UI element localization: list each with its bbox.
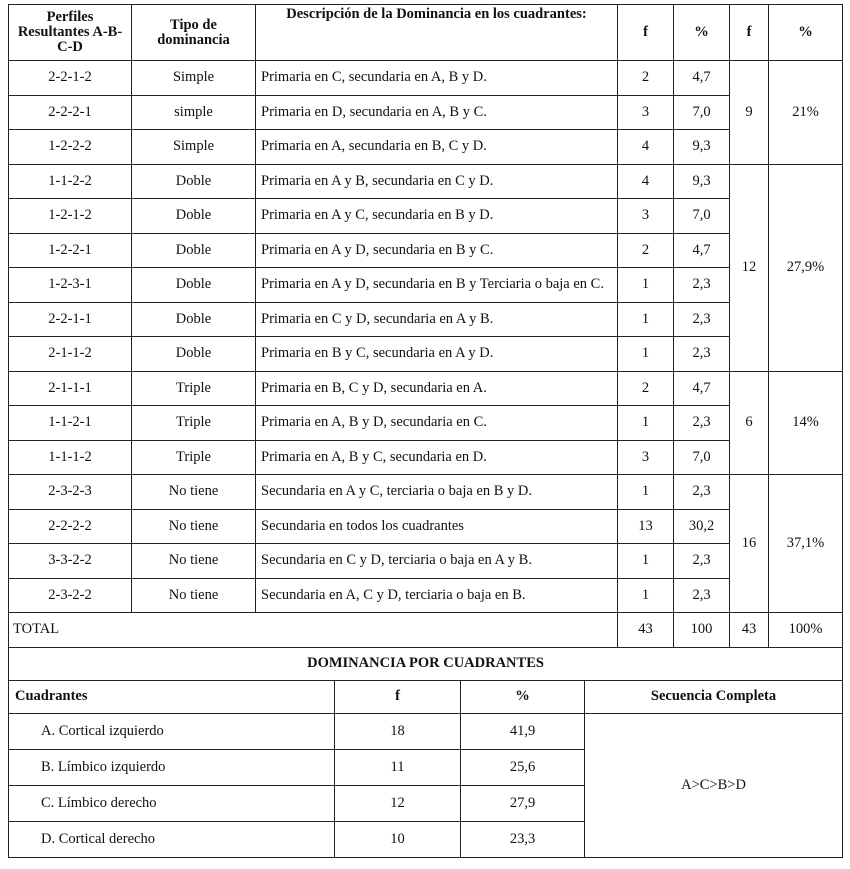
secuencia-value: A>C>B>D bbox=[585, 713, 843, 857]
tipo-cell: No tiene bbox=[132, 509, 256, 544]
desc-cell: Primaria en A y C, secundaria en B y D. bbox=[256, 199, 618, 234]
pct-cell: 2,3 bbox=[674, 406, 730, 441]
f-cell: 4 bbox=[618, 164, 674, 199]
total-f: 43 bbox=[618, 613, 674, 648]
perfil-cell: 1-2-1-2 bbox=[9, 199, 132, 234]
perfil-cell: 1-1-1-2 bbox=[9, 440, 132, 475]
tipo-cell: Doble bbox=[132, 268, 256, 303]
header-perfiles: Perfiles Resultantes A-B-C-D bbox=[9, 5, 132, 61]
desc-cell: Primaria en A y B, secundaria en C y D. bbox=[256, 164, 618, 199]
table-row bbox=[9, 233, 843, 268]
pct-cell: 2,3 bbox=[674, 337, 730, 372]
group-pct-cell: 27,9% bbox=[769, 164, 843, 371]
table-row bbox=[9, 164, 843, 199]
desc-cell: Primaria en C y D, secundaria en A y B. bbox=[256, 302, 618, 337]
total-pct-group: 100% bbox=[769, 613, 843, 648]
quadrant-pct: 23,3 bbox=[461, 821, 585, 857]
perfil-cell: 2-3-2-3 bbox=[9, 475, 132, 510]
pct-cell: 7,0 bbox=[674, 440, 730, 475]
perfil-cell: 1-1-2-2 bbox=[9, 164, 132, 199]
header-pct: % bbox=[674, 5, 730, 61]
table-row bbox=[9, 61, 843, 96]
table-row bbox=[9, 544, 843, 579]
desc-cell: Secundaria en A y C, terciaria o baja en B y D. bbox=[256, 475, 618, 510]
group-pct-cell: 14% bbox=[769, 371, 843, 475]
pct-cell: 2,3 bbox=[674, 268, 730, 303]
tipo-cell: No tiene bbox=[132, 475, 256, 510]
header-pct-group: % bbox=[769, 5, 843, 61]
group-f-cell: 9 bbox=[730, 61, 769, 165]
total-f-group: 43 bbox=[730, 613, 769, 648]
perfil-cell: 2-2-2-2 bbox=[9, 509, 132, 544]
desc-cell: Secundaria en A, C y D, terciaria o baja en B. bbox=[256, 578, 618, 613]
desc-cell: Primaria en B, C y D, secundaria en A. bbox=[256, 371, 618, 406]
header-pct: % bbox=[461, 680, 585, 713]
tipo-cell: simple bbox=[132, 95, 256, 130]
quadrant-table-title: DOMINANCIA POR CUADRANTES bbox=[9, 647, 843, 680]
table-row bbox=[9, 95, 843, 130]
group-pct-cell: 37,1% bbox=[769, 475, 843, 613]
tipo-cell: Doble bbox=[132, 302, 256, 337]
tipo-cell: Doble bbox=[132, 337, 256, 372]
f-cell: 2 bbox=[618, 371, 674, 406]
pct-cell: 4,7 bbox=[674, 61, 730, 96]
perfil-cell: 2-2-2-1 bbox=[9, 95, 132, 130]
quadrant-pct: 41,9 bbox=[461, 713, 585, 749]
desc-cell: Primaria en C, secundaria en A, B y D. bbox=[256, 61, 618, 96]
pct-cell: 7,0 bbox=[674, 199, 730, 234]
pct-cell: 9,3 bbox=[674, 164, 730, 199]
tipo-cell: Simple bbox=[132, 130, 256, 165]
f-cell: 13 bbox=[618, 509, 674, 544]
header-row bbox=[9, 5, 843, 61]
table-row bbox=[9, 578, 843, 613]
f-cell: 1 bbox=[618, 475, 674, 510]
perfil-cell: 2-3-2-2 bbox=[9, 578, 132, 613]
group-f-cell: 12 bbox=[730, 164, 769, 371]
quadrant-f: 12 bbox=[335, 785, 461, 821]
group-f-cell: 6 bbox=[730, 371, 769, 475]
f-cell: 1 bbox=[618, 544, 674, 579]
table-row bbox=[9, 130, 843, 165]
tipo-cell: No tiene bbox=[132, 544, 256, 579]
f-cell: 3 bbox=[618, 95, 674, 130]
group-pct-cell: 21% bbox=[769, 61, 843, 165]
header-tipo: Tipo de dominancia bbox=[132, 5, 256, 61]
header-descripcion: Descripción de la Dominancia en los cuadrantes: bbox=[256, 5, 618, 61]
pct-cell: 9,3 bbox=[674, 130, 730, 165]
quadrant-f: 11 bbox=[335, 749, 461, 785]
table-row bbox=[9, 440, 843, 475]
f-cell: 1 bbox=[618, 578, 674, 613]
f-cell: 2 bbox=[618, 61, 674, 96]
f-cell: 1 bbox=[618, 406, 674, 441]
quadrant-label: C. Límbico derecho bbox=[9, 785, 335, 821]
header-f: f bbox=[335, 680, 461, 713]
quadrant-pct: 27,9 bbox=[461, 785, 585, 821]
perfil-cell: 2-2-1-1 bbox=[9, 302, 132, 337]
desc-cell: Primaria en D, secundaria en A, B y C. bbox=[256, 95, 618, 130]
f-cell: 1 bbox=[618, 337, 674, 372]
desc-cell: Secundaria en C y D, terciaria o baja en A y B. bbox=[256, 544, 618, 579]
header-f: f bbox=[618, 5, 674, 61]
f-cell: 4 bbox=[618, 130, 674, 165]
tipo-cell: Simple bbox=[132, 61, 256, 96]
pct-cell: 30,2 bbox=[674, 509, 730, 544]
document bbox=[8, 4, 842, 858]
perfil-cell: 2-2-1-2 bbox=[9, 61, 132, 96]
profiles-table bbox=[8, 4, 843, 648]
pct-cell: 7,0 bbox=[674, 95, 730, 130]
quadrant-table bbox=[8, 647, 843, 858]
quadrant-f: 10 bbox=[335, 821, 461, 857]
quadrant-pct: 25,6 bbox=[461, 749, 585, 785]
desc-cell: Primaria en A, B y D, secundaria en C. bbox=[256, 406, 618, 441]
table-row bbox=[9, 199, 843, 234]
pct-cell: 2,3 bbox=[674, 475, 730, 510]
tipo-cell: Doble bbox=[132, 233, 256, 268]
tipo-cell: Doble bbox=[132, 164, 256, 199]
table-row bbox=[9, 475, 843, 510]
pct-cell: 2,3 bbox=[674, 302, 730, 337]
perfil-cell: 1-1-2-1 bbox=[9, 406, 132, 441]
table-row bbox=[9, 371, 843, 406]
tipo-cell: Doble bbox=[132, 199, 256, 234]
table-row bbox=[9, 337, 843, 372]
header-cuadrantes: Cuadrantes bbox=[9, 680, 335, 713]
perfil-cell: 2-1-1-2 bbox=[9, 337, 132, 372]
quadrant-label: A. Cortical izquierdo bbox=[9, 713, 335, 749]
desc-cell: Primaria en B y C, secundaria en A y D. bbox=[256, 337, 618, 372]
tipo-cell: No tiene bbox=[132, 578, 256, 613]
desc-cell: Secundaria en todos los cuadrantes bbox=[256, 509, 618, 544]
pct-cell: 2,3 bbox=[674, 578, 730, 613]
quadrant-f: 18 bbox=[335, 713, 461, 749]
pct-cell: 4,7 bbox=[674, 371, 730, 406]
quadrant-label: D. Cortical derecho bbox=[9, 821, 335, 857]
f-cell: 2 bbox=[618, 233, 674, 268]
perfil-cell: 1-2-2-1 bbox=[9, 233, 132, 268]
f-cell: 1 bbox=[618, 268, 674, 303]
table-row bbox=[9, 509, 843, 544]
perfil-cell: 1-2-2-2 bbox=[9, 130, 132, 165]
total-row bbox=[9, 613, 843, 648]
table-row bbox=[9, 406, 843, 441]
quadrant-header-row bbox=[9, 680, 843, 713]
tipo-cell: Triple bbox=[132, 440, 256, 475]
header-secuencia: Secuencia Completa bbox=[585, 680, 843, 713]
tipo-cell: Triple bbox=[132, 406, 256, 441]
perfil-cell: 3-3-2-2 bbox=[9, 544, 132, 579]
perfil-cell: 2-1-1-1 bbox=[9, 371, 132, 406]
f-cell: 1 bbox=[618, 302, 674, 337]
tipo-cell: Triple bbox=[132, 371, 256, 406]
desc-cell: Primaria en A, B y C, secundaria en D. bbox=[256, 440, 618, 475]
table-row bbox=[9, 268, 843, 303]
quadrant-label: B. Límbico izquierdo bbox=[9, 749, 335, 785]
total-label: TOTAL bbox=[9, 613, 618, 648]
total-pct: 100 bbox=[674, 613, 730, 648]
desc-cell: Primaria en A y D, secundaria en B y C. bbox=[256, 233, 618, 268]
pct-cell: 4,7 bbox=[674, 233, 730, 268]
group-f-cell: 16 bbox=[730, 475, 769, 613]
pct-cell: 2,3 bbox=[674, 544, 730, 579]
header-f-group: f bbox=[730, 5, 769, 61]
desc-cell: Primaria en A, secundaria en B, C y D. bbox=[256, 130, 618, 165]
f-cell: 3 bbox=[618, 440, 674, 475]
table-row bbox=[9, 713, 843, 749]
perfil-cell: 1-2-3-1 bbox=[9, 268, 132, 303]
table-row bbox=[9, 302, 843, 337]
desc-cell: Primaria en A y D, secundaria en B y Terciaria o baja en C. bbox=[256, 268, 618, 303]
f-cell: 3 bbox=[618, 199, 674, 234]
